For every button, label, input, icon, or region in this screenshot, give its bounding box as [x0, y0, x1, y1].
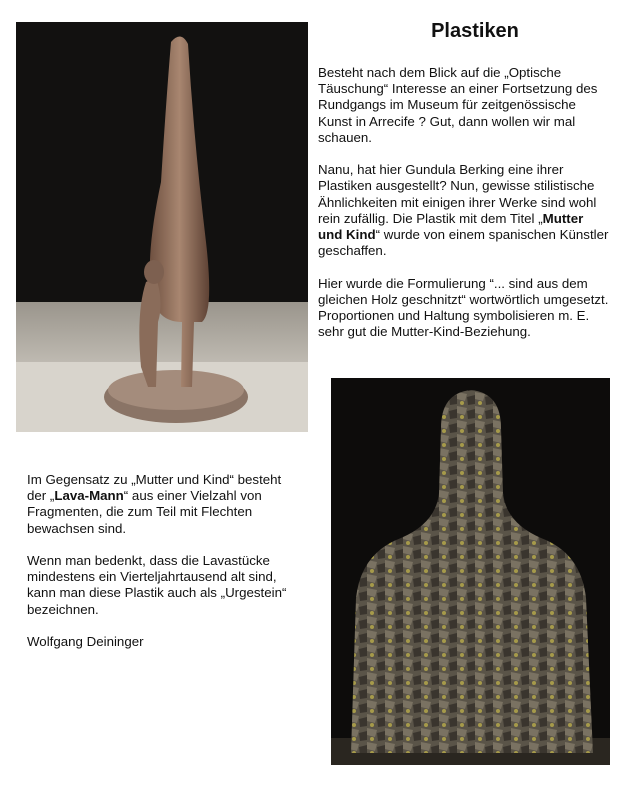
text-line: Im Gegensatz zu „Mutter und Kind“ besteht — [27, 472, 282, 487]
text-segment: rein zufällig. Die Plastik mit dem Titel „ — [318, 210, 543, 226]
text-line: Kunst in Arrecife ? Gut, dann wollen wir mal — [318, 113, 576, 129]
text-line: Proportionen und Haltung symbolisieren m. E. — [318, 308, 590, 324]
text-line: Ähnlichkeiten mit einigen ihrer Werke sind wohl — [318, 194, 597, 210]
text-line: sehr gut die Mutter-Kind-Beziehung. — [318, 324, 531, 340]
text-line — [318, 227, 608, 243]
text-line: Fragmenten, die zum Teil mit Flechten — [27, 504, 253, 520]
page-title: Plastiken — [431, 20, 519, 42]
text-line: geschaffen. — [318, 243, 387, 259]
text-line: Wenn man bedenkt, dass die Lavastücke — [27, 553, 270, 568]
text-line: Hier wurde die Formulierung “... sind aus dem — [318, 275, 588, 291]
text-line: Plastiken ausgestellt? Nun, gewisse stilistische — [318, 178, 595, 194]
text-segment: der „ — [27, 488, 55, 504]
text-line — [27, 488, 286, 504]
text-line: schauen. — [318, 129, 372, 145]
text-line: kann man diese Plastik auch als „Urgestein“ — [27, 585, 287, 601]
photo-mutter-und-kind-sculpture — [16, 22, 308, 432]
text-line: Täuschung“ Interesse an einer Fortsetzung des — [318, 81, 598, 97]
bold-title-mutter: Mutter — [542, 210, 584, 226]
bold-title-und-kind: und Kind — [318, 227, 376, 243]
author-name: Wolfgang Deininger — [27, 634, 144, 649]
photo-lava-mann-sculpture — [331, 378, 610, 765]
text-segment: “ aus einer Vielzahl von — [123, 488, 262, 504]
right-text-block — [318, 65, 608, 340]
text-line — [318, 211, 608, 227]
text-line: Nanu, hat hier Gundula Berking eine ihrer — [318, 162, 564, 178]
text-line: mindestens ein Vierteljahrtausend alt sind, — [27, 569, 277, 585]
text-line: Rundgangs im Museum für zeitgenössische — [318, 97, 576, 113]
text-line: bewachsen sind. — [27, 520, 127, 536]
text-line: Besteht nach dem Blick auf die „Optische — [318, 65, 562, 80]
text-segment: “ wurde von einem spanischen Künstler — [375, 227, 609, 243]
left-text-block — [27, 472, 286, 650]
bold-title-lava-mann: Lava-Mann — [54, 488, 124, 504]
text-line: bezeichnen. — [27, 601, 99, 617]
text-line: gleichen Holz geschnitzt“ wortwörtlich umgesetzt. — [318, 291, 609, 307]
